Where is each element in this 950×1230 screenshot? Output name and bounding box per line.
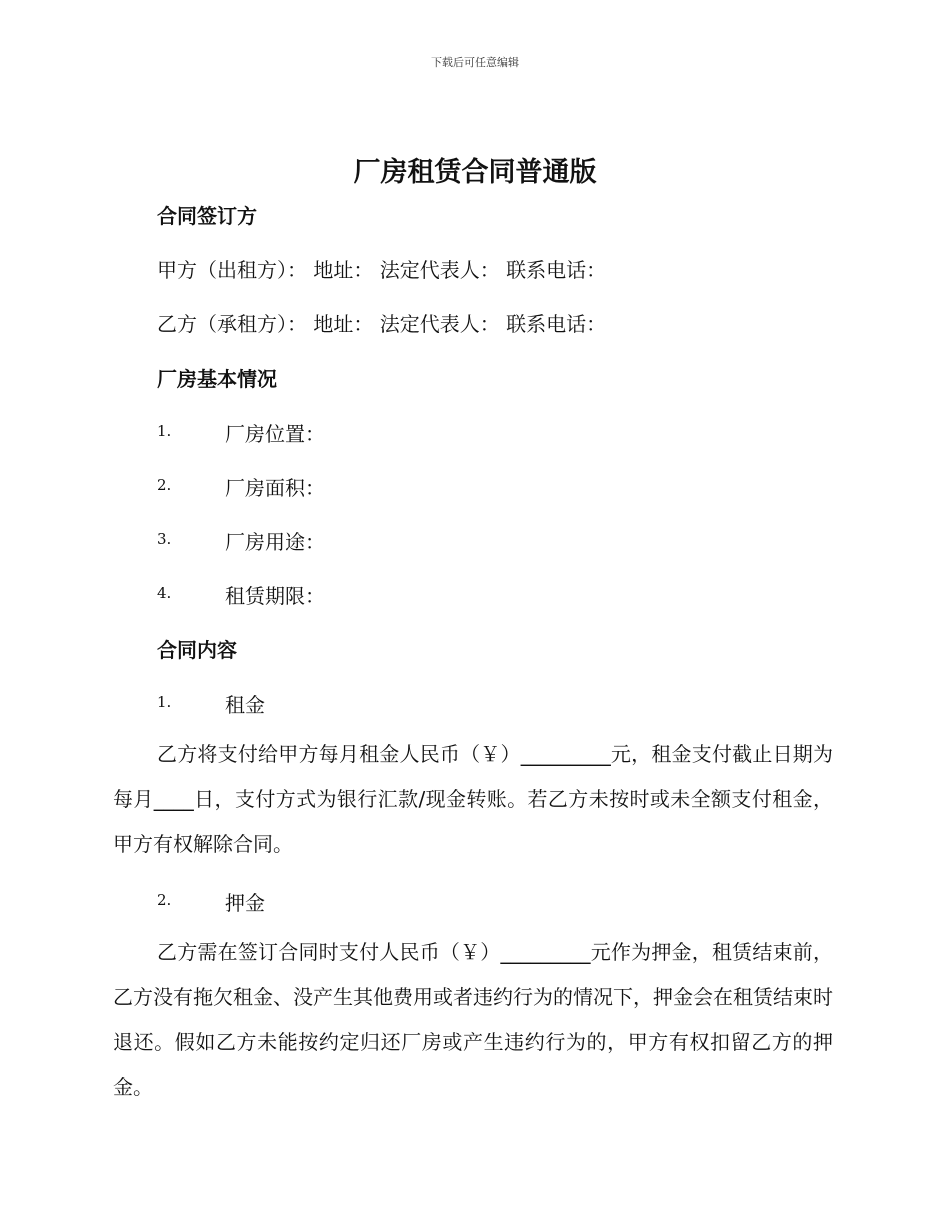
basic-info-number: 2. xyxy=(157,476,172,494)
basic-info-item-usage: 厂房用途： xyxy=(225,530,325,554)
party-b-line: 乙方（承租方）： 地址： 法定代表人： 联系电话： xyxy=(157,312,607,336)
basic-info-item-location: 厂房位置： xyxy=(225,422,325,446)
contract-heading: 合同内容 xyxy=(157,638,237,662)
party-a-line: 甲方（出租方）： 地址： 法定代表人： 联系电话： xyxy=(157,258,607,282)
parties-heading: 合同签订方 xyxy=(157,204,257,228)
clause-text-rent: 乙方将支付给甲方每月租金人民币（￥）_________元，租金支付截止日期为每月____日，支付方式为银行汇款/现金转账。若乙方未按时或未全额支付租金，甲方有权解除合同。 xyxy=(113,742,833,856)
header-note: 下载后可任意编辑 xyxy=(431,56,519,69)
clause-title-deposit: 押金 xyxy=(225,891,265,915)
basic-info-item-area: 厂房面积： xyxy=(225,476,325,500)
clause-title-rent: 租金 xyxy=(225,693,265,717)
clause-text-deposit: 乙方需在签订合同时支付人民币（￥）_________元作为押金，租赁结束前，乙方没有拖欠租金、没产生其他费用或者违约行为的情况下，押金会在租赁结束时退还。假如乙方未能按约定归还厂房或产生违约行为的，甲方有权扣留乙方的押金。 xyxy=(113,940,833,1099)
basic-info-item-term: 租赁期限： xyxy=(225,584,325,608)
basic-info-heading: 厂房基本情况 xyxy=(157,367,277,391)
basic-info-number: 1. xyxy=(157,422,172,440)
clause-number: 2. xyxy=(157,891,172,909)
clause-number: 1. xyxy=(157,693,172,711)
basic-info-number: 3. xyxy=(157,530,172,548)
document-title: 厂房租赁合同普通版 xyxy=(353,157,597,188)
basic-info-number: 4. xyxy=(157,584,172,602)
